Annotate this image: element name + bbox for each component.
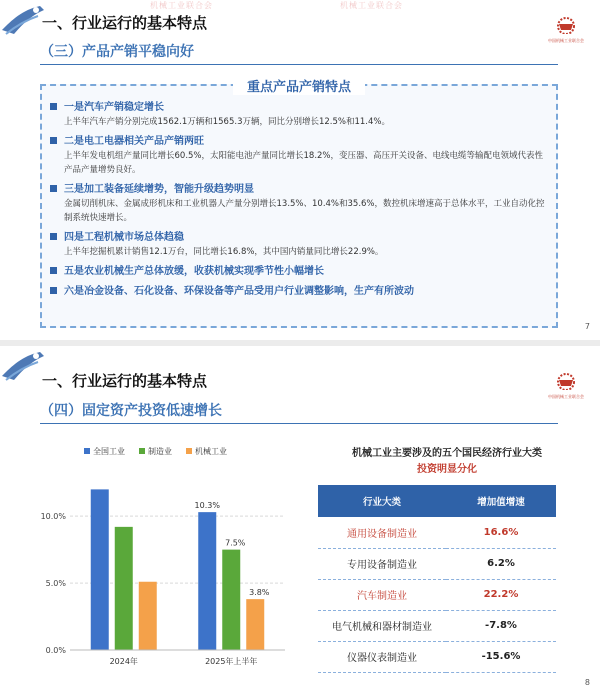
item-heading: 五是农业机械生产总体放缓，收获机械实现季节性小幅增长 <box>64 266 324 277</box>
industry-table <box>318 485 556 673</box>
legend-label: 机械工业 <box>195 447 227 456</box>
table-row <box>318 641 556 672</box>
y-tick-label: 5.0% <box>45 579 66 589</box>
table-row <box>318 548 556 579</box>
table-title: 机械工业主要涉及的五个国民经济行业大类 <box>352 448 542 459</box>
page-number: 7 <box>584 322 590 331</box>
watermark: 机械工业联合会 <box>340 1 403 10</box>
logo-name: 中国机械工业联合会 <box>548 38 584 43</box>
list-item <box>50 264 548 279</box>
item-heading: 四是工程机械市场总体趋稳 <box>64 232 184 243</box>
x-tick-label: 2024年 <box>109 657 138 666</box>
y-tick-label: 10.0% <box>40 512 66 522</box>
data-label: 10.3% <box>194 501 220 511</box>
legend-swatch <box>186 448 192 454</box>
cmif-logo <box>546 14 586 50</box>
table-row <box>318 579 556 610</box>
box-title-text: 重点产品产销特点 <box>233 80 365 95</box>
subtitle: （三）产品产销平稳向好 <box>40 44 194 60</box>
item-heading: 一是汽车产销稳定增长 <box>64 102 164 113</box>
legend-label: 制造业 <box>148 447 172 456</box>
bar <box>198 512 216 650</box>
x-tick-label: 2025年上半年 <box>205 657 258 666</box>
growth-value: -7.8% <box>446 610 556 641</box>
bar <box>139 582 157 650</box>
growth-value: 6.2% <box>446 548 556 579</box>
subtitle-rule <box>40 64 558 65</box>
data-label: 7.5% <box>225 538 246 548</box>
investment-growth-chart <box>30 438 295 688</box>
table-header-row <box>318 485 556 517</box>
item-heading: 二是电工电器相关产品产销两旺 <box>64 136 204 147</box>
bullet-icon <box>50 267 57 274</box>
table-row <box>318 517 556 548</box>
col-header-industry: 行业大类 <box>318 485 446 517</box>
gear-logo-icon <box>551 14 581 34</box>
list-item <box>50 100 548 129</box>
table-subtitle: 投资明显分化 <box>417 464 477 475</box>
section-title: 一、行业运行的基本特点 <box>42 372 208 390</box>
item-text: 金属切削机床、金属成形机床和工业机器人产量分别增长13.5%、10.4%和35.6%，数控机床增速高于总体水平，工业自动化控制系统快速增长。 <box>64 199 545 223</box>
slide-8 <box>0 346 600 692</box>
box-title <box>42 76 556 95</box>
legend-label: 全国工业 <box>93 447 125 456</box>
bar <box>91 489 109 650</box>
subtitle-rule <box>40 423 558 424</box>
growth-value: -15.6% <box>446 641 556 672</box>
list-item <box>50 284 548 299</box>
table-row <box>318 610 556 641</box>
page-number: 8 <box>584 678 590 687</box>
cmif-logo <box>546 370 586 406</box>
gear-logo-icon <box>551 370 581 390</box>
key-products-list <box>50 100 548 304</box>
legend-swatch <box>84 448 90 454</box>
col-header-growth: 增加值增速 <box>446 485 556 517</box>
industry-name: 专用设备制造业 <box>318 548 446 579</box>
y-tick-label: 0.0% <box>45 646 66 655</box>
item-text: 上半年汽车产销分别完成1562.1万辆和1565.3万辆，同比分别增长12.5%和11.4%。 <box>64 117 390 127</box>
legend-swatch <box>139 448 145 454</box>
growth-value: 22.2% <box>446 579 556 610</box>
industry-name: 仪器仪表制造业 <box>318 641 446 672</box>
bar <box>222 550 240 650</box>
industry-name: 通用设备制造业 <box>318 517 446 548</box>
industry-name: 电气机械和器材制造业 <box>318 610 446 641</box>
industry-name: 汽车制造业 <box>318 579 446 610</box>
item-heading: 六是冶金设备、石化设备、环保设备等产品受用户行业调整影响，生产有所波动 <box>64 286 414 297</box>
data-label: 3.8% <box>249 588 270 598</box>
bullet-icon <box>50 287 57 294</box>
bullet-icon <box>50 137 57 144</box>
item-text: 上半年挖掘机累计销售12.1万台，同比增长16.8%，其中国内销量同比增长22.9%。 <box>64 247 384 257</box>
item-text: 上半年发电机组产量同比增长60.5%，太阳能电池产量同比增长18.2%，变压器、高压开关设备、电线电缆等输配电领域代表性产品产量增势良好。 <box>64 151 544 175</box>
logo-name: 中国机械工业联合会 <box>548 394 584 399</box>
section-title: 一、行业运行的基本特点 <box>42 14 208 32</box>
item-heading: 三是加工装备延续增势，智能升级趋势明显 <box>64 184 254 195</box>
subtitle: （四）固定资产投资低速增长 <box>40 403 222 419</box>
watermark: 机械工业联合会 <box>150 1 213 10</box>
slide-7 <box>0 0 600 340</box>
list-item <box>50 182 548 225</box>
growth-value: 16.6% <box>446 517 556 548</box>
bullet-icon <box>50 185 57 192</box>
list-item <box>50 134 548 177</box>
key-products-box <box>40 80 558 328</box>
bar <box>246 599 264 650</box>
bullet-icon <box>50 103 57 110</box>
bar <box>115 527 133 650</box>
bullet-icon <box>50 233 57 240</box>
list-item <box>50 230 548 259</box>
